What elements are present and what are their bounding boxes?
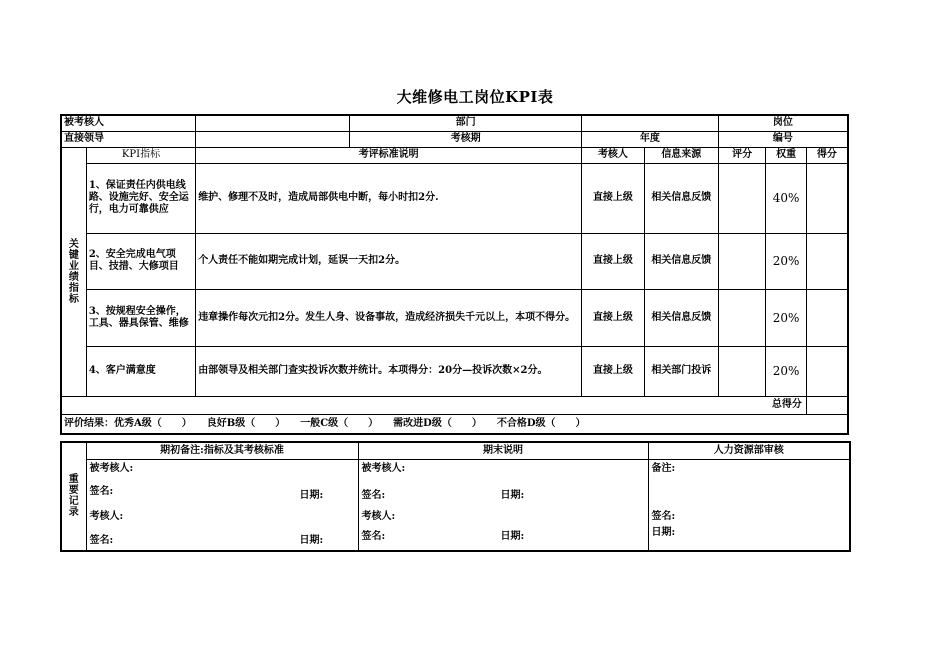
records-col2-header: 期末说明 — [358, 442, 648, 459]
col3-sign-label: 签名: — [651, 510, 676, 522]
kpi-rating[interactable] — [718, 346, 766, 396]
col3-note-label: 备注: — [651, 462, 676, 474]
kpi-name: 3、按规程安全操作，工具、器具保管、维修 — [86, 289, 195, 346]
total-score-label: 总得分 — [61, 396, 806, 414]
col1-assessor-label: 考核人: — [89, 510, 124, 522]
total-score-value[interactable] — [806, 396, 848, 414]
page-title: 大维修电工岗位KPI表 — [396, 88, 554, 106]
col2-assessee-label: 被考核人: — [361, 462, 406, 474]
records-col1-header: 期初备注:指标及其考核标准 — [86, 442, 358, 459]
kpi-weight: 40% — [766, 163, 807, 233]
kpi-weight: 20% — [766, 346, 807, 396]
year-label: 年度 — [582, 131, 719, 147]
col-standard-header: 考评标准说明 — [196, 147, 582, 163]
records-col1-body[interactable] — [86, 459, 358, 551]
records-side-label: 重 要 记 录 — [61, 442, 86, 551]
col-kpi-header: KPI指标 — [86, 147, 195, 163]
assessee-value[interactable] — [196, 115, 350, 131]
records-col2-body[interactable] — [358, 459, 648, 551]
col1-date-label: 日期: — [299, 489, 324, 501]
col2-assessor-label: 考核人: — [361, 510, 396, 522]
col-assessor-header: 考核人 — [582, 147, 645, 163]
period-label: 考核期 — [350, 131, 582, 147]
position-label: 岗位 — [718, 115, 848, 131]
department-label: 部门 — [350, 115, 582, 131]
table-row — [61, 233, 848, 289]
kpi-score[interactable] — [806, 346, 848, 396]
kpi-rating[interactable] — [718, 233, 766, 289]
table-row — [61, 163, 848, 233]
number-label: 编号 — [718, 131, 848, 147]
col1-assessee-label: 被考核人: — [89, 462, 134, 474]
kpi-standard: 个人责任不能如期完成计划，延误一天扣2分。 — [196, 233, 582, 289]
records-table — [60, 441, 851, 552]
col1-sign-label: 签名: — [89, 485, 114, 497]
kpi-assessor: 直接上级 — [582, 233, 645, 289]
kpi-table — [60, 114, 849, 435]
kpi-assessor: 直接上级 — [582, 163, 645, 233]
records-col3-body[interactable] — [648, 459, 850, 551]
kpi-standard: 由部领导及相关部门查实投诉次数并统计。本项得分：20分—投诉次数×2分。 — [196, 346, 582, 396]
kpi-standard: 维护、修理不及时，造成局部供电中断，每小时扣2分. — [196, 163, 582, 233]
evaluation-result: 评价结果：优秀A级（ ） 良好B级（ ） 一般C级（ ） 需改进D级（ ） 不合格D级（ ） — [61, 414, 848, 434]
kpi-name: 2、安全完成电气项目、技措、大修项目 — [86, 233, 195, 289]
kpi-weight: 20% — [766, 233, 807, 289]
col1-sign2-label: 签名: — [89, 534, 114, 546]
kpi-score[interactable] — [806, 163, 848, 233]
kpi-name: 4、客户满意度 — [86, 346, 195, 396]
kpi-score[interactable] — [806, 233, 848, 289]
kpi-score[interactable] — [806, 289, 848, 346]
col2-sign2-label: 签名: — [361, 530, 386, 542]
col-rating-header: 评分 — [718, 147, 766, 163]
department-value[interactable] — [582, 115, 719, 131]
col2-sign-label: 签名: — [361, 489, 386, 501]
supervisor-label: 直接领导 — [61, 131, 196, 147]
col2-date-label: 日期: — [500, 489, 525, 501]
col-score-header: 得分 — [806, 147, 848, 163]
supervisor-value[interactable] — [196, 131, 350, 147]
assessee-label: 被考核人 — [61, 115, 196, 131]
kpi-source: 相关部门投诉 — [644, 346, 718, 396]
kpi-rating[interactable] — [718, 289, 766, 346]
kpi-source: 相关信息反馈 — [644, 163, 718, 233]
kpi-assessor: 直接上级 — [582, 289, 645, 346]
records-col3-header: 人力资源部审核 — [648, 442, 850, 459]
kpi-name: 1、保证责任内供电线路、设施完好、安全运行，电力可靠供应 — [86, 163, 195, 233]
kpi-side-label: 关 键 业 绩 指 标 — [61, 147, 86, 396]
kpi-weight: 20% — [766, 289, 807, 346]
table-row — [61, 289, 848, 346]
col-weight-header: 权重 — [766, 147, 807, 163]
col3-date-label: 日期: — [651, 526, 676, 538]
kpi-source: 相关信息反馈 — [644, 289, 718, 346]
kpi-assessor: 直接上级 — [582, 346, 645, 396]
kpi-source: 相关信息反馈 — [644, 233, 718, 289]
table-row — [61, 346, 848, 396]
kpi-standard: 违章操作每次元扣2分。发生人身、设备事故，造成经济损失千元以上，本项不得分。 — [196, 289, 582, 346]
col2-date2-label: 日期: — [500, 530, 525, 542]
kpi-rating[interactable] — [718, 163, 766, 233]
col-source-header: 信息来源 — [644, 147, 718, 163]
col1-date2-label: 日期: — [299, 534, 324, 546]
